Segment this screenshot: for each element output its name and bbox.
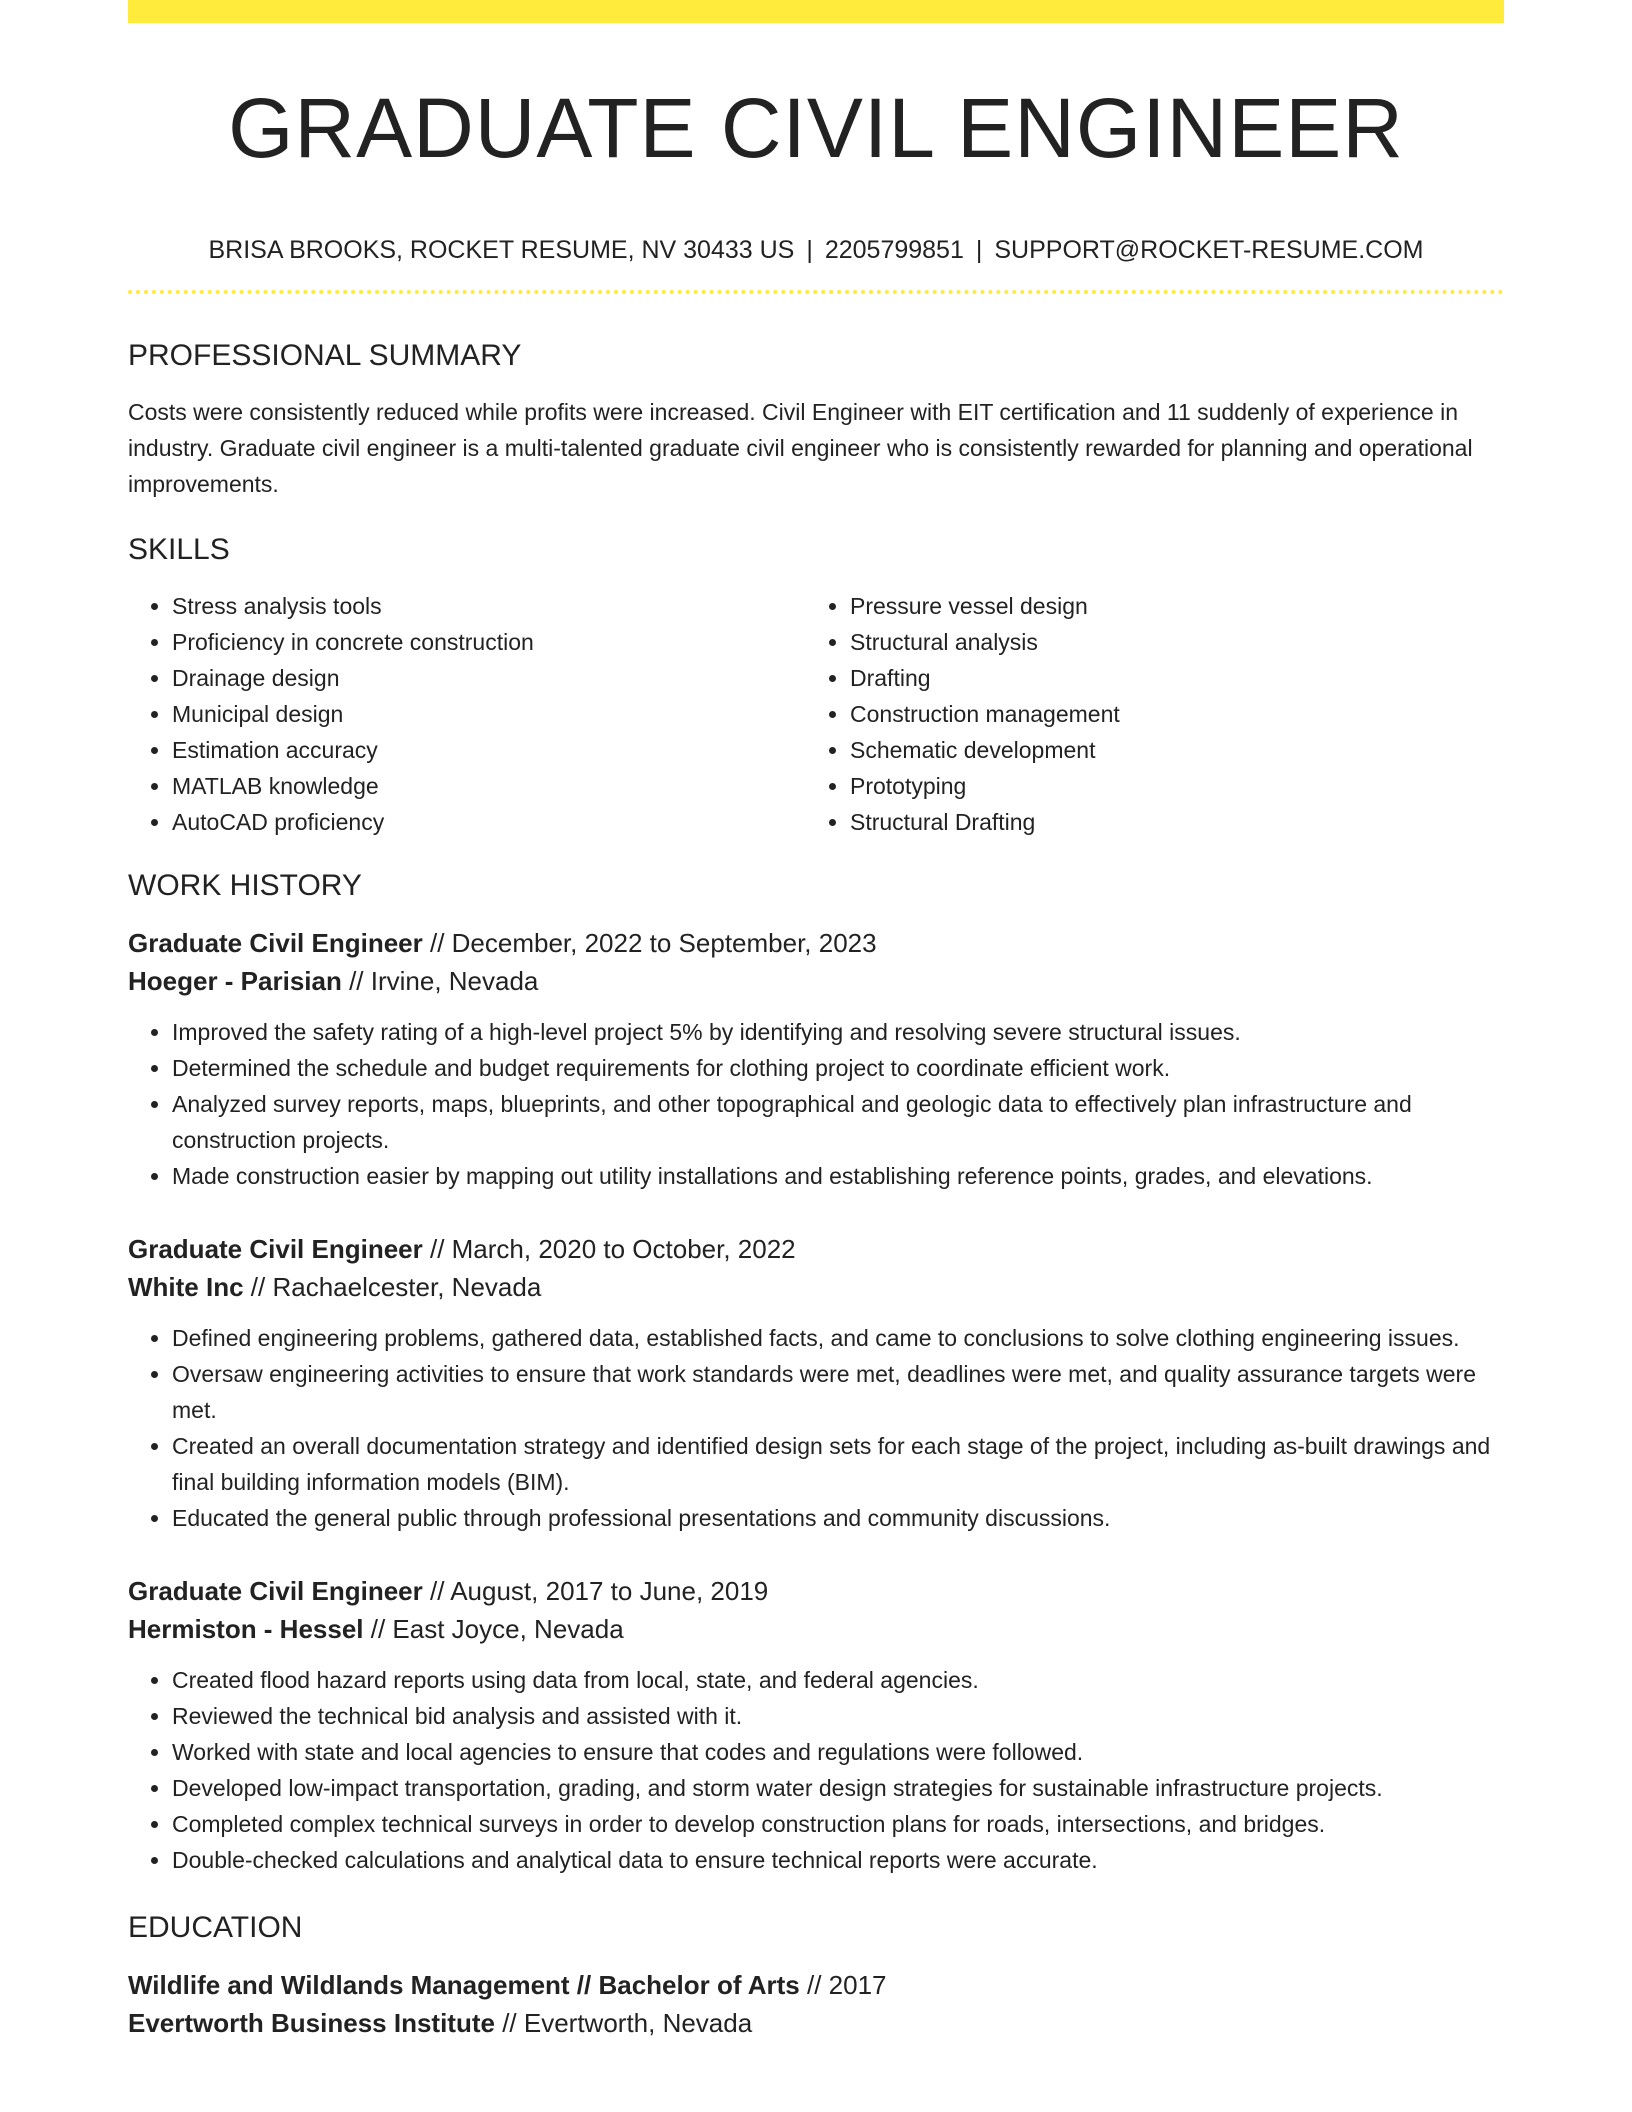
job-bullets	[128, 1014, 1504, 1194]
education-degree: Wildlife and Wildlands Management // Bachelor of Arts	[128, 1970, 800, 2000]
job-bullet: • Defined engineering problems, gathered data, established facts, and came to conclusions to solve clothing engineering issues.	[172, 1320, 1504, 1356]
job-bullet: • Created an overall documentation strategy and identified design sets for each stage of the project, including as-built drawings and final building information models (BIM).	[172, 1428, 1504, 1500]
contact-separator: |	[806, 236, 813, 264]
skill-item: • Construction management	[850, 696, 1484, 732]
job-bullet: • Improved the safety rating of a high-level project 5% by identifying and resolving severe structural issues.	[172, 1014, 1504, 1050]
job-company: Hoeger - Parisian	[128, 966, 342, 996]
contact-phone: 2205799851	[824, 236, 964, 264]
contact-address: BRISA BROOKS, ROCKET RESUME, NV 30433 US	[208, 236, 795, 264]
job-dates: // March, 2020 to October, 2022	[422, 1234, 796, 1264]
job-company-line	[128, 1610, 1504, 1648]
job-bullet: • Completed complex technical surveys in order to develop construction plans for roads, intersections, and bridges.	[172, 1806, 1504, 1842]
job-title: Graduate Civil Engineer	[128, 928, 423, 958]
education-year: // 2017	[799, 1970, 887, 2000]
job-company-line	[128, 1268, 1504, 1306]
job-location: // Irvine, Nevada	[341, 966, 539, 996]
job-company: White Inc	[128, 1272, 244, 1302]
skill-item: • Proficiency in concrete construction	[172, 624, 806, 660]
job-bullet: • Double-checked calculations and analytical data to ensure technical reports were accurate.	[172, 1842, 1504, 1878]
job-entry	[128, 1230, 1504, 1536]
contact-separator: |	[975, 236, 983, 264]
job-location: // Rachaelcester, Nevada	[243, 1272, 542, 1302]
education-degree-line	[128, 1966, 1504, 2004]
skill-item: • Drainage design	[172, 660, 806, 696]
skills-list	[128, 588, 1504, 840]
job-title: Graduate Civil Engineer	[128, 1576, 423, 1606]
header-divider	[128, 290, 1504, 294]
skills-column-right	[806, 588, 1484, 840]
skill-item: • Municipal design	[172, 696, 806, 732]
skill-item: • Drafting	[850, 660, 1484, 696]
skill-item: • AutoCAD proficiency	[172, 804, 806, 840]
job-bullet: • Reviewed the technical bid analysis and assisted with it.	[172, 1698, 1504, 1734]
job-title: Graduate Civil Engineer	[128, 1234, 423, 1264]
skill-item: • Structural Drafting	[850, 804, 1484, 840]
education-location: // Evertworth, Nevada	[494, 2008, 753, 2038]
job-bullets	[128, 1320, 1504, 1536]
job-bullet: • Determined the schedule and budget requirements for clothing project to coordinate efficient work.	[172, 1050, 1504, 1086]
resume-title: GRADUATE CIVIL ENGINEER	[228, 81, 1404, 175]
skills-column-left	[128, 588, 806, 840]
top-accent-bar	[128, 0, 1504, 23]
job-title-line	[128, 1572, 1504, 1610]
summary-heading: PROFESSIONAL SUMMARY	[128, 339, 522, 372]
skill-item: • Schematic development	[850, 732, 1484, 768]
skills-heading: SKILLS	[128, 533, 230, 566]
education-heading: EDUCATION	[128, 1911, 303, 1944]
job-bullet: • Developed low-impact transportation, grading, and storm water design strategies for sustainable infrastructure projects.	[172, 1770, 1504, 1806]
skill-item: • Pressure vessel design	[850, 588, 1484, 624]
job-bullet: • Created flood hazard reports using data from local, state, and federal agencies.	[172, 1662, 1504, 1698]
work-history-heading: WORK HISTORY	[128, 869, 362, 902]
job-bullet: • Made construction easier by mapping out utility installations and establishing reference points, grades, and elevations.	[172, 1158, 1504, 1194]
contact-line	[128, 235, 1504, 265]
skill-item: • MATLAB knowledge	[172, 768, 806, 804]
education-entry	[128, 1966, 1504, 2042]
job-bullet: • Worked with state and local agencies to ensure that codes and regulations were followed.	[172, 1734, 1504, 1770]
job-bullet: • Educated the general public through professional presentations and community discussions.	[172, 1500, 1504, 1536]
job-company-line	[128, 962, 1504, 1000]
skill-item: • Estimation accuracy	[172, 732, 806, 768]
job-title-line	[128, 1230, 1504, 1268]
job-location: // East Joyce, Nevada	[363, 1614, 624, 1644]
job-company: Hermiston - Hessel	[128, 1614, 364, 1644]
job-title-line	[128, 924, 1504, 962]
job-bullets	[128, 1662, 1504, 1878]
resume-page	[128, 0, 1504, 2042]
skill-item: • Stress analysis tools	[172, 588, 806, 624]
job-dates: // December, 2022 to September, 2023	[422, 928, 877, 958]
education-school-line	[128, 2004, 1504, 2042]
contact-email: SUPPORT@ROCKET-RESUME.COM	[994, 236, 1424, 264]
job-entry	[128, 924, 1504, 1194]
summary-text: Costs were consistently reduced while profits were increased. Civil Engineer with EIT certification and 11 suddenly of experience in industry. Graduate civil engineer is a multi-talented graduate civil engineer who is consistently rewarded for planning and operational improvements.	[128, 399, 1473, 497]
education-school: Evertworth Business Institute	[128, 2008, 495, 2038]
skill-item: • Structural analysis	[850, 624, 1484, 660]
skill-item: • Prototyping	[850, 768, 1484, 804]
job-dates: // August, 2017 to June, 2019	[422, 1576, 769, 1606]
job-bullet: • Analyzed survey reports, maps, blueprints, and other topographical and geologic data to effectively plan infrastructure and construction projects.	[172, 1086, 1504, 1158]
job-bullet: • Oversaw engineering activities to ensure that work standards were met, deadlines were met, and quality assurance targets were met.	[172, 1356, 1504, 1428]
job-entry	[128, 1572, 1504, 1878]
